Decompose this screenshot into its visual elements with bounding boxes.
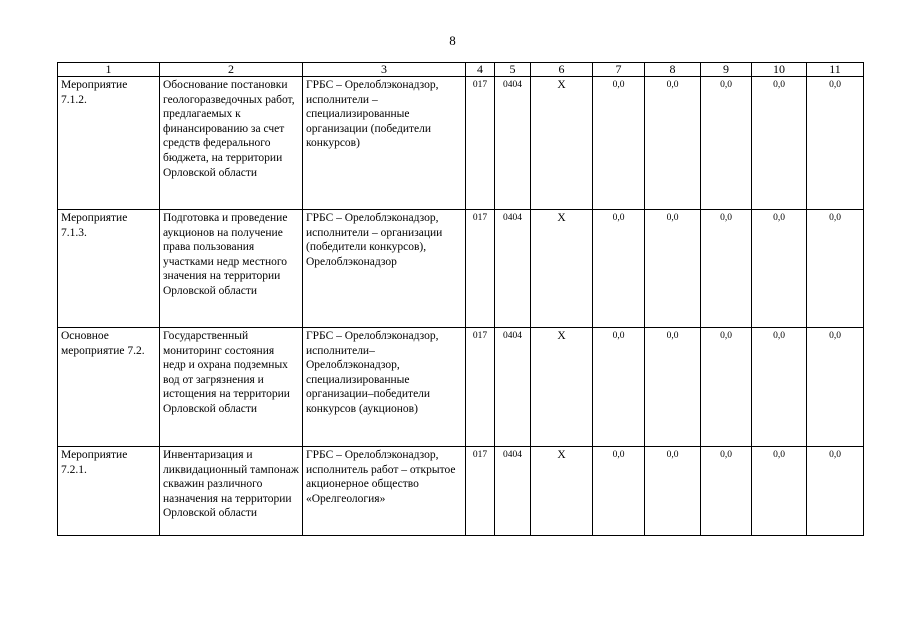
program-activities-table [57, 62, 864, 536]
value-cell: 0,0 [701, 77, 752, 210]
value-cell: 0,0 [701, 447, 752, 536]
header-cell: 9 [701, 63, 752, 77]
value-cell: 0,0 [645, 77, 701, 210]
table-row [58, 447, 864, 536]
value-cell: 0,0 [593, 328, 645, 447]
value-cell: 0,0 [807, 447, 864, 536]
header-cell: 10 [752, 63, 807, 77]
header-cell: 5 [495, 63, 531, 77]
activity-description-cell: Подготовка и проведение аукционов на получение права пользования участками недр местного значения на территории Орловской области [160, 210, 303, 328]
activity-name-cell: Мероприятие 7.2.1. [58, 447, 160, 536]
value-cell: 0,0 [807, 328, 864, 447]
value-cell: 0,0 [701, 328, 752, 447]
code-cell: 017 [466, 447, 495, 536]
value-cell: 0,0 [752, 328, 807, 447]
activity-description-cell: Государственный мониторинг состояния недр и охрана подземных вод от загрязнения и истощения на территории Орловской области [160, 328, 303, 447]
header-cell: 4 [466, 63, 495, 77]
activity-name-cell: Основное мероприятие 7.2. [58, 328, 160, 447]
mark-cell: Х [531, 328, 593, 447]
executor-cell: ГРБС – Орелоблэконадзор, исполнитель работ – открытое акционерное общество «Орелгеология» [303, 447, 466, 536]
table-row [58, 328, 864, 447]
value-cell: 0,0 [593, 210, 645, 328]
section-code-cell: 0404 [495, 77, 531, 210]
value-cell: 0,0 [593, 77, 645, 210]
page-number: 8 [449, 33, 456, 48]
value-cell: 0,0 [752, 210, 807, 328]
executor-cell: ГРБС – Орелоблэконадзор, исполнители – специализированные организации (победители конкурсов) [303, 77, 466, 210]
section-code-cell: 0404 [495, 447, 531, 536]
section-code-cell: 0404 [495, 328, 531, 447]
header-cell: 6 [531, 63, 593, 77]
activity-name-cell: Мероприятие 7.1.2. [58, 77, 160, 210]
section-code-cell: 0404 [495, 210, 531, 328]
executor-cell: ГРБС – Орелоблэконадзор, исполнители – организации (победители конкурсов), Орелоблэконадзор [303, 210, 466, 328]
mark-cell: Х [531, 210, 593, 328]
header-cell: 2 [160, 63, 303, 77]
header-cell: 7 [593, 63, 645, 77]
value-cell: 0,0 [807, 210, 864, 328]
code-cell: 017 [466, 77, 495, 210]
column-number-header-row [58, 63, 864, 77]
value-cell: 0,0 [701, 210, 752, 328]
code-cell: 017 [466, 328, 495, 447]
activity-description-cell: Инвентаризация и ликвидационный тампонаж скважин различного назначения на территории Орловской области [160, 447, 303, 536]
activity-description-cell: Обоснование постановки геологоразведочных работ, предлагаемых к финансированию за счет средств федерального бюджета, на территории Орловской области [160, 77, 303, 210]
table-row [58, 77, 864, 210]
mark-cell: Х [531, 447, 593, 536]
activity-name-cell: Мероприятие 7.1.3. [58, 210, 160, 328]
header-cell: 8 [645, 63, 701, 77]
code-cell: 017 [466, 210, 495, 328]
table-row [58, 210, 864, 328]
header-cell: 3 [303, 63, 466, 77]
value-cell: 0,0 [645, 447, 701, 536]
value-cell: 0,0 [645, 328, 701, 447]
value-cell: 0,0 [645, 210, 701, 328]
value-cell: 0,0 [807, 77, 864, 210]
header-cell: 11 [807, 63, 864, 77]
mark-cell: Х [531, 77, 593, 210]
value-cell: 0,0 [593, 447, 645, 536]
header-cell: 1 [58, 63, 160, 77]
value-cell: 0,0 [752, 77, 807, 210]
executor-cell: ГРБС – Орелоблэконадзор, исполнители– Орелоблэконадзор, специализированные организации–победители конкурсов (аукционов) [303, 328, 466, 447]
value-cell: 0,0 [752, 447, 807, 536]
